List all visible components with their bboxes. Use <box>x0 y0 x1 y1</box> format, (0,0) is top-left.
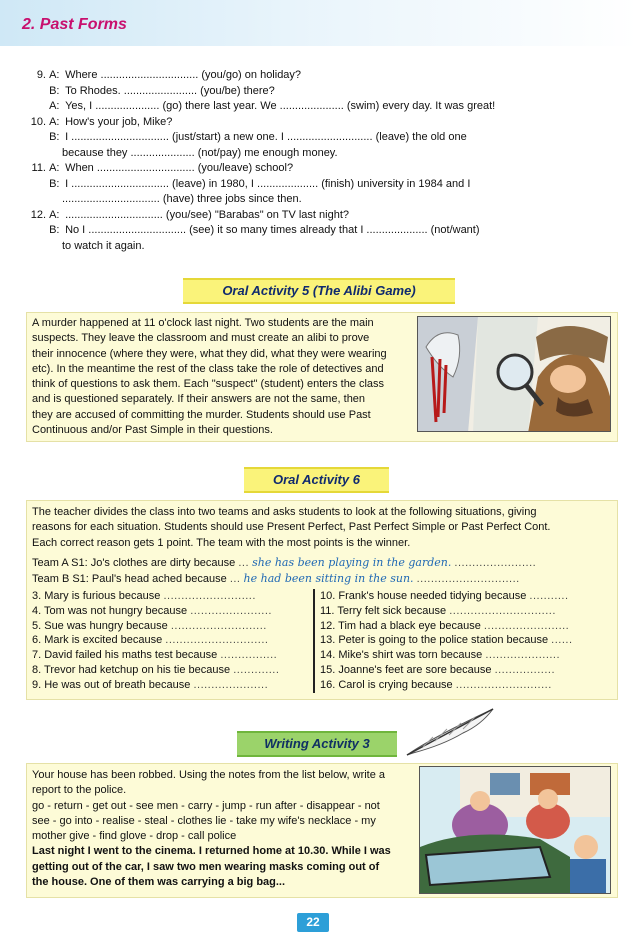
instruction-line: see - go into - realise - steal - clothes lie - take my wife's necklace - my <box>32 814 376 827</box>
exercise-line <box>20 161 610 177</box>
exercise-line <box>20 177 610 193</box>
line-text: I ................................ (just/start) a new one. I ............................ (leave) the old one <box>65 131 467 143</box>
situation-item: 10. Frank's house needed tidying because ........... <box>320 590 569 602</box>
speaker: A: <box>49 115 60 128</box>
exercise-line <box>20 223 610 239</box>
team-examples <box>32 555 536 587</box>
column-divider <box>313 589 315 693</box>
line-text: to watch it again. <box>62 239 145 252</box>
intro-line: The teacher divides the class into two teams and asks students to look at the following situations, giving <box>32 506 537 518</box>
item-number: 9. <box>36 69 46 81</box>
line-text: How's your job, Mike? <box>65 115 173 128</box>
situation-item: 15. Joanne's feet are sore because ................. <box>320 663 556 676</box>
speaker: B: <box>49 84 60 97</box>
situation-item: 11. Terry felt sick because .............................. <box>320 604 556 617</box>
situation-item: 16. Carol is crying because ........................... <box>320 678 552 691</box>
item-number: 12. <box>30 208 46 221</box>
instruction-line: report to the police. <box>32 784 127 797</box>
oral-activity-5-text <box>32 316 412 438</box>
exercise-line <box>20 239 610 255</box>
paragraph-line: and is questioned separately. If their answers are not the same, then <box>32 393 366 406</box>
situation-item: 4. Tom was not hungry because ....................... <box>32 604 272 617</box>
team-b-label: Team B S1: <box>32 573 89 585</box>
detective-illustration <box>417 316 611 432</box>
paragraph-line: A murder happened at 11 o'clock last night. Two students are the main <box>32 317 374 329</box>
line-text: To Rhodes. ........................ (you/be) there? <box>65 84 275 97</box>
speaker: B: <box>49 131 60 143</box>
exercise-line <box>20 208 610 224</box>
paragraph-line: Continuous and/or Past Simple in their questions. <box>32 424 273 437</box>
robbery-illustration <box>419 766 611 894</box>
line-text: I ................................ (leave) in 1980, I .................... (finish) university in 1984 and I <box>65 177 471 190</box>
situation-item: 6. Mark is excited because ............................. <box>32 634 269 647</box>
intro-line: reasons for each situation. Students should use Present Perfect, Past Perfect Simple or Past Perfect Cont. <box>32 521 551 534</box>
exercise-block <box>20 68 610 254</box>
line-text: because they ..................... (not/pay) me enough money. <box>62 146 338 159</box>
exercise-line <box>20 146 610 162</box>
paragraph-line: their innocence (where they were, what they did, what they were wearing <box>32 347 387 360</box>
quill-pen-icon <box>403 703 499 759</box>
speaker: A: <box>49 208 60 221</box>
situation-item: 9. He was out of breath because ..................... <box>32 678 269 691</box>
team-b-prompt: Paul's head ached because <box>91 573 227 585</box>
situations-right-column <box>320 589 612 693</box>
situation-item: 13. Peter is going to the police station because ...... <box>320 634 573 647</box>
page-number: 22 <box>297 913 329 932</box>
line-text: ................................ (you/see) "Barabas" on TV last night? <box>65 208 350 221</box>
exercise-line <box>20 99 610 115</box>
writing-activity-3-text <box>32 768 417 890</box>
paragraph-line: suspects. They leave the classroom and must create an alibi to prove <box>32 332 370 345</box>
starter-line: getting out of the car, I saw two men wearing masks coming out of <box>32 860 380 873</box>
situation-item: 8. Trevor had ketchup on his tie because ............. <box>32 663 280 676</box>
team-a-row <box>32 555 536 571</box>
instruction-line: Your house has been robbed. Using the notes from the list below, write a <box>32 769 386 781</box>
exercise-line <box>20 68 610 84</box>
line-text: When ................................ (you/leave) school? <box>65 162 294 174</box>
line-text: Where ................................ (you/go) on holiday? <box>65 69 302 81</box>
dots: ... <box>238 557 250 569</box>
exercise-line <box>20 84 610 100</box>
team-b-answer: he had been sitting in the sun. <box>243 572 414 585</box>
paragraph-line: etc). In the meantime the rest of the class take the role of detectives and <box>32 362 384 375</box>
item-number: 11. <box>31 162 46 174</box>
speaker: A: <box>49 69 60 81</box>
starter-line: Last night I went to the cinema. I returned home at 10.30. While I was <box>32 845 391 858</box>
writing-activity-3-banner: Writing Activity 3 <box>237 731 397 757</box>
intro-line: Each correct reason gets 1 point. The team with the most points is the winner. <box>32 536 411 549</box>
team-a-prompt: Jo's clothes are dirty because <box>90 557 236 569</box>
instruction-line: go - return - get out - see men - carry - jump - run after - disappear - not <box>32 799 380 812</box>
line-text: No I ................................ (see) it so many times already that I .................... (not/want) <box>65 224 480 236</box>
section-title: 2. Past Forms <box>22 16 127 33</box>
situation-item: 7. David failed his maths test because ................ <box>32 649 278 662</box>
paragraph-line: think of questions to ask them. Each "suspect" (student) enters the class <box>32 378 385 391</box>
situation-item: 14. Mike's shirt was torn because ..................... <box>320 649 561 662</box>
line-text: Yes, I ..................... (go) there last year. We ..................... (swim) every day. It was great! <box>65 100 496 112</box>
exercise-line <box>20 130 610 146</box>
speaker: A: <box>49 100 60 112</box>
oral-activity-6-banner: Oral Activity 6 <box>244 467 389 493</box>
starter-line: the house. One of them was carrying a big bag... <box>32 876 286 889</box>
dots: ............................. <box>416 573 520 585</box>
situations-left-column <box>32 589 307 693</box>
exercise-line <box>20 192 610 208</box>
line-text: ................................ (have) three jobs since then. <box>62 193 302 205</box>
situation-item: 12. Tim had a black eye because ........................ <box>320 619 570 632</box>
dots: ....................... <box>454 557 537 569</box>
exercise-line <box>20 115 610 131</box>
team-b-row <box>32 571 536 587</box>
situation-item: 5. Sue was hungry because ........................... <box>32 619 267 632</box>
team-a-label: Team A S1: <box>32 557 88 569</box>
situation-item: 3. Mary is furious because .......................... <box>32 590 256 602</box>
oral-activity-5-banner: Oral Activity 5 (The Alibi Game) <box>183 278 455 304</box>
dots: ... <box>229 573 241 585</box>
team-a-answer: she has been playing in the garden. <box>252 556 452 569</box>
paragraph-line: they are accused of committing the murder. Students should use Past <box>32 408 371 421</box>
speaker: A: <box>49 162 60 174</box>
oral-activity-6-intro <box>32 505 616 551</box>
instruction-line: mother give - find glove - drop - call police <box>32 830 237 843</box>
speaker: B: <box>49 177 60 190</box>
item-number: 10. <box>30 115 46 128</box>
speaker: B: <box>49 224 60 236</box>
